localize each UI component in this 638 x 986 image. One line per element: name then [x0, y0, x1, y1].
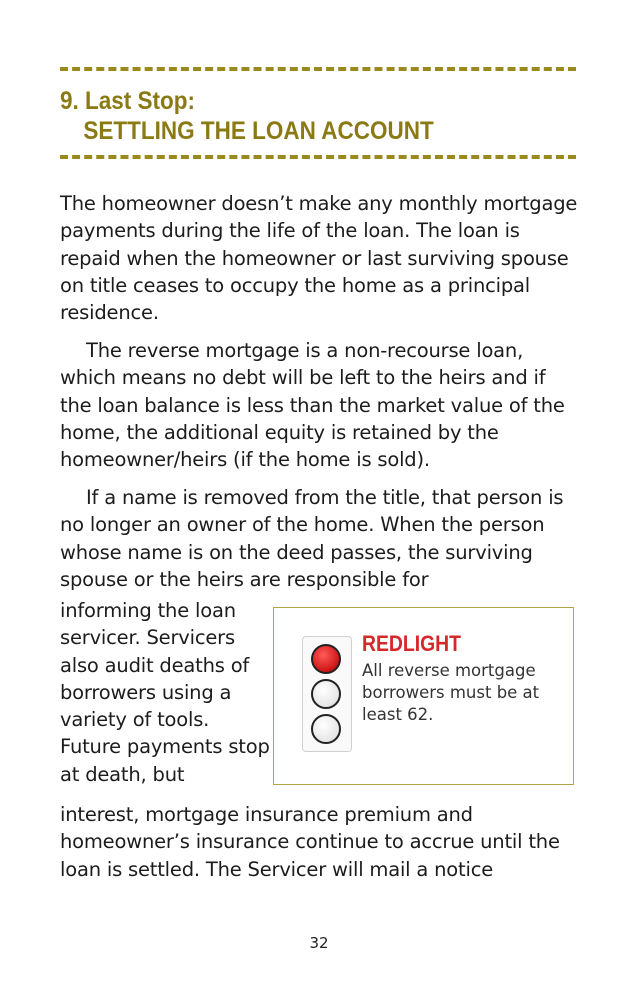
paragraph-3-wrapped: informing the loan servicer. Servicers also audit deaths of borrowers using a variety of tools. Future payments stop at death, but [60, 599, 270, 786]
callout-text: All reverse mortgage borrowers must be at least 62. [362, 661, 540, 724]
section-heading [60, 86, 434, 146]
bottom-dashed-rule [60, 155, 576, 159]
red-lamp-icon [311, 644, 341, 674]
redlight-callout-box [273, 607, 574, 785]
top-dashed-rule [60, 67, 576, 71]
paragraph-3: If a name is removed from the title, that person is no longer an owner of the home. When the person whose name is on the deed passes, the surviving spouse or the heirs are responsible for [60, 486, 564, 591]
heading-line-2: SETTLING THE LOAN ACCOUNT [83, 117, 434, 145]
paragraph-2: The reverse mortgage is a non-recourse loan, which means no debt will be left to the heirs and if the loan balance is less than the market value of the home, the additional equity is retained by the homeowner/heirs (if the home is sold). [60, 339, 565, 472]
traffic-light-icon [302, 636, 352, 752]
unlit-lamp-icon [311, 714, 341, 744]
paragraph-3-continued: interest, mortgage insurance premium and homeowner’s insurance continue to accrue until the loan is settled. The Servicer will mail a notice [60, 803, 560, 881]
unlit-lamp-icon [311, 679, 341, 709]
paragraph-1: The homeowner doesn’t make any monthly mortgage payments during the life of the loan. The loan is repaid when the homeowner or last surviving spouse on title ceases to occupy the home as a principal residence. [60, 192, 578, 325]
heading-line-1: 9. Last Stop: [60, 87, 196, 115]
callout-title: REDLIGHT [362, 631, 461, 656]
page-number: 32 [309, 934, 329, 952]
